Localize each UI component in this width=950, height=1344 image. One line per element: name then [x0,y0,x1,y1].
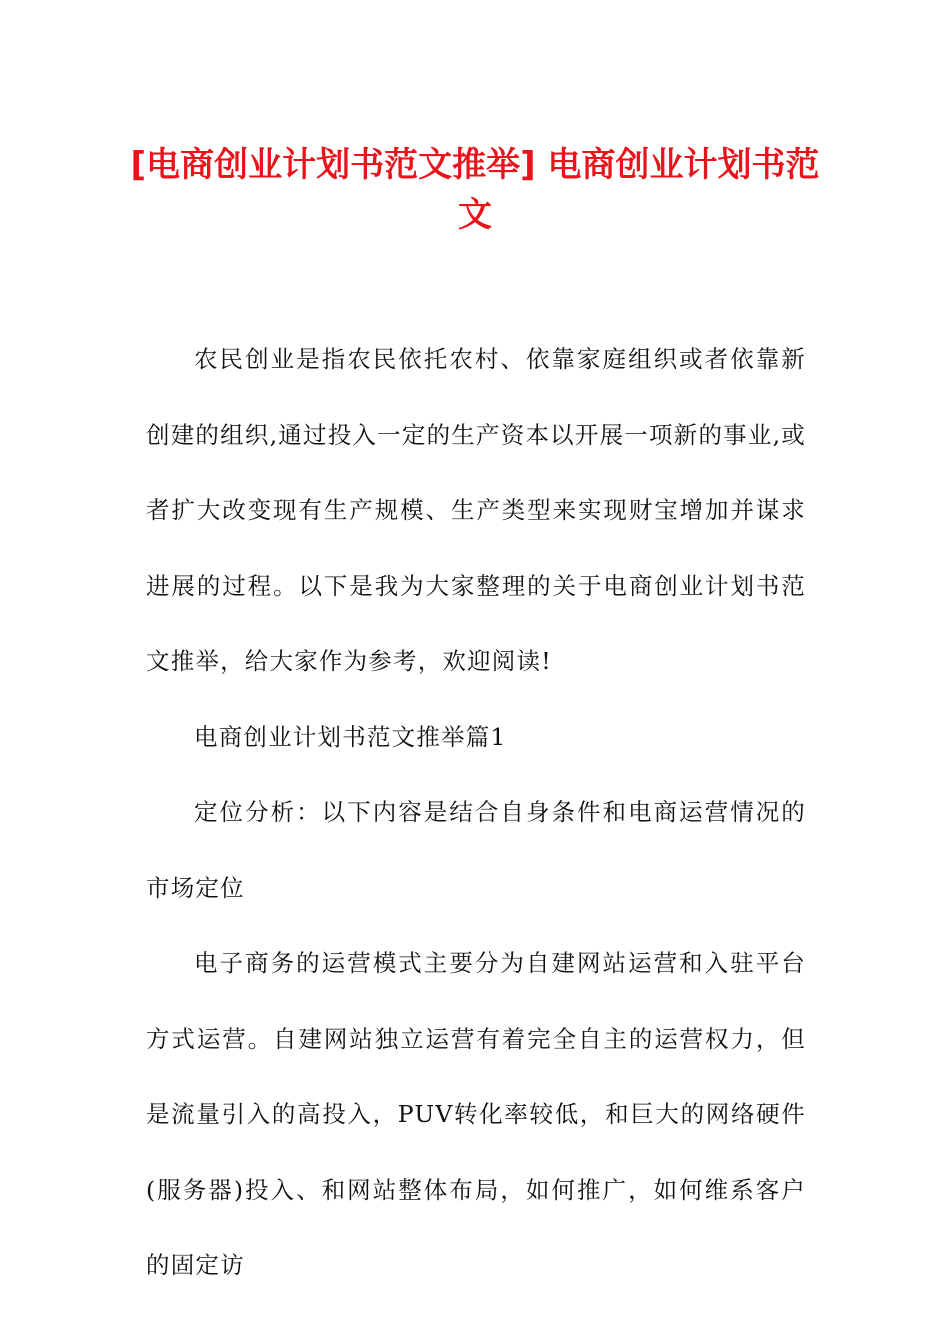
document-body [146,322,806,1304]
document-title: [电商创业计划书范文推举] 电商创业计划书范文 [130,145,820,235]
paragraph-positioning: 定位分析：以下内容是结合自身条件和电商运营情况的市场定位 [146,798,806,902]
paragraph-intro: 农民创业是指农民依托农村、依靠家庭组织或者依靠新创建的组织,通过投入一定的生产资本以开展一项新的事业,或者扩大改变现有生产规模、生产类型来实现财宝增加并谋求进展的过程。以下是我为大家整理的关于电商创业计划书范文推举，给大家作为参考，欢迎阅读! [146,345,806,675]
paragraph-operation-mode: 电子商务的运营模式主要分为自建网站运营和入驻平台方式运营。自建网站独立运营有着完全自主的运营权力，但是流量引入的高投入，PUV转化率较低，和巨大的网络硬件(服务器)投入、和网站整体布局，如何推广，如何维系客户的固定访 [146,949,806,1279]
section-heading: 电商创业计划书范文推举篇1 [194,722,507,751]
